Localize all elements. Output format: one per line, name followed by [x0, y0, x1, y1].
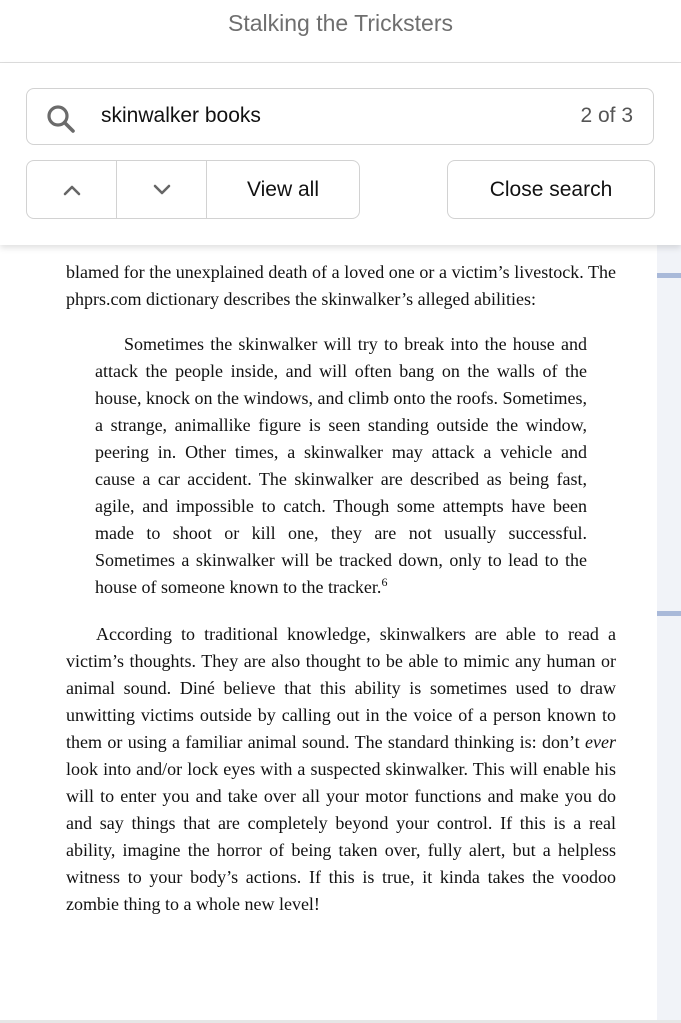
next-result-button[interactable]	[117, 161, 207, 218]
paragraph	[66, 621, 616, 918]
chevron-down-icon	[152, 184, 172, 196]
scroll-track[interactable]	[657, 245, 681, 1023]
book-page	[0, 245, 681, 1023]
result-navigation	[26, 160, 360, 219]
emphasis-text: ever	[585, 732, 616, 752]
paragraph: blamed for the unexplained death of a loved one or a victim’s livestock. The phprs.com dictionary describes the skinwalker’s alleged abilities:	[66, 262, 616, 309]
quote-text: Sometimes the skinwalker will try to break into the house and attack the people inside, and will often bang on the walls of the house, knock on the windows, and climb onto the roofs. Sometimes, a strange, animallike figure is seen standing outside the window, peering in. Other times, a skinwalker may attack a vehicle and cause a car accident. The skinwalker are described as being fast, agile, and impossible to catch. Though some attempts have been made to shoot or kill one, they are not usually successful. Sometimes a skinwalker will be tracked down, only to lead to the house of someone known to the tracker.	[95, 334, 587, 597]
paragraph-text: According to traditional knowledge, skinwalkers are able to read a victim’s thoughts. They are also thought to be able to mimic any human or animal sound. Diné believe that this ability is sometimes used to draw unwitting victims outside by calling out in the voice of a person known to them or using a familiar animal sound. The standard thinking is: don’t	[66, 624, 616, 752]
page-text	[66, 259, 616, 918]
previous-result-button[interactable]	[27, 161, 117, 218]
footnote-ref[interactable]: 6	[381, 575, 388, 589]
book-title: Stalking the Tricksters	[228, 9, 453, 36]
search-query: skinwalker books	[101, 104, 261, 127]
view-all-button[interactable]: View all	[247, 177, 319, 201]
paragraph-text: look into and/or lock eyes with a suspected skinwalker. This will enable his will to enter you and take over all your motor functions and make you do and say things that are completely beyond your control. If this is a real ability, imagine the horror of being taken over, fully alert, but a helpless witness to your body’s actions. If this is true, it kinda takes the voodoo zombie thing to a whole new level!	[66, 759, 616, 914]
search-hit-marker[interactable]	[657, 611, 681, 616]
close-search-button[interactable]: Close search	[447, 160, 655, 219]
top-bar	[0, 0, 681, 63]
search-icon	[45, 103, 77, 135]
chevron-up-icon	[62, 184, 82, 196]
match-count: 2 of 3	[580, 104, 633, 127]
search-hit-marker[interactable]	[657, 273, 681, 278]
search-input[interactable]	[26, 88, 654, 145]
block-quote	[95, 331, 587, 601]
search-panel	[0, 63, 681, 245]
